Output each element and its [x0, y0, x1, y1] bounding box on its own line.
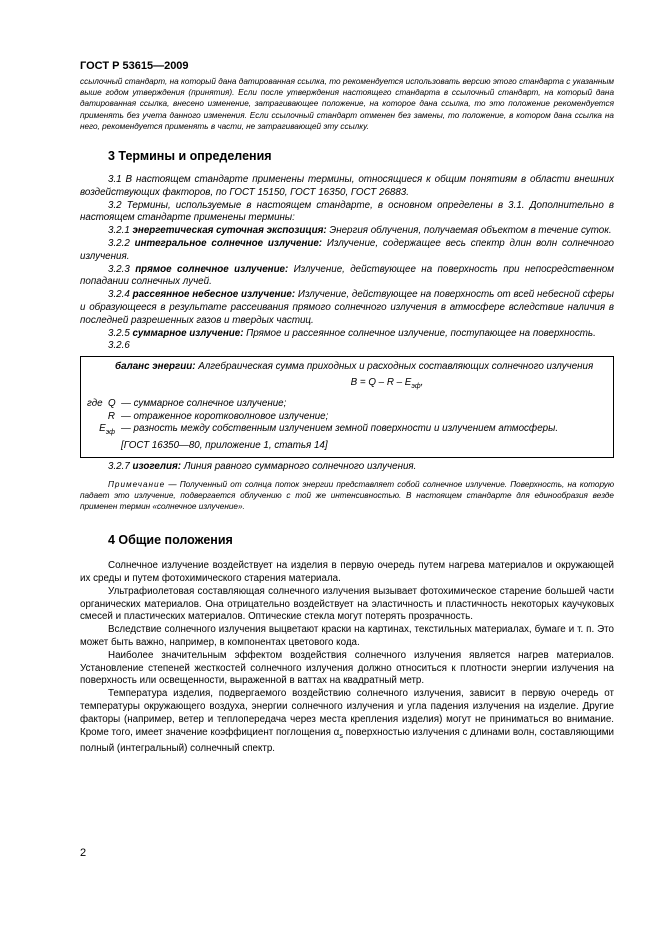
note-label: Примечание: [108, 479, 166, 489]
term-3-2-6-number: 3.2.6: [108, 340, 130, 352]
page-number: 2: [80, 847, 87, 859]
note-text: — Полученный от солнца поток энергии представляет собой солнечное излучение. Поверхность, на которую падает это излучение, подвергается облучению с той же интенсивностью. В настоящем стандарте для единообразия везде применен термин «солнечное излучение».: [80, 479, 614, 512]
where-text: — отраженное коротковолновое излучение;: [121, 410, 329, 422]
term-3-2-7: [80, 461, 614, 474]
term-3-2-3: [80, 264, 614, 290]
where-text: — разность между собственным излучением земной поверхности и излучением атмосферы.: [121, 423, 559, 435]
term-definition: Алгебраическая сумма приходных и расходных составляющих солнечного излучения: [195, 361, 594, 373]
para-3-1: 3.1 В настоящем стандарте применены термины, относящиеся к общим понятиям в области внешних воздействующих факторов, по ГОСТ 15150, ГОСТ 16350, ГОСТ 26883.: [80, 174, 614, 198]
term-definition: Излучение, действующее на поверхность при непосредственном попадании солнечных лучей.: [80, 263, 615, 288]
term-number: 3.2.5: [108, 327, 133, 339]
term-name: суммарное излучение:: [132, 327, 244, 339]
term-3-2-4: [80, 289, 614, 327]
para-4-5: Температура изделия, подвергаемого воздействию солнечного излучения, зависит в первую очередь от температуры окружающего воздуха, энергии солнечного излучения и угла падения излучения на изделие. Другие факторы (например, ветер и теплопередача через места крепления изделия) могут не приниматься во внимание. Кроме того, имеет значение коэффициент поглощения $\alpha_s$ поверхностью излучения с длинами волн, составляющими полный (интегральный) солнечный спектр.: [80, 688, 615, 755]
para-4-4: Наиболее значительным эффектом воздействия солнечного излучения является нагрев материалов. Установление степеней жесткостей солнечного излучения должно относиться к плотности энергии излучения на поверхность или освещенности, выраженной в ваттах на квадратный метр.: [80, 649, 614, 687]
where-line-q: [87, 398, 607, 411]
box-definition: [87, 361, 607, 374]
term-name: рассеянное небесное излучение:: [132, 289, 296, 301]
para-4-2: Ультрафиолетовая составляющая солнечного излучения вызывает фотохимическое старение большей части органических материалов. Она отрицательно воздействует на эластичность и пластичность некоторых каучуковых смесей и пластических материалов. Оптические стекла могут потерять прозрачность.: [80, 585, 614, 623]
where-line-e: [87, 423, 607, 440]
section-4-title: 4 Общие положения: [108, 533, 233, 548]
page-content: [80, 76, 614, 756]
term-definition: Энергия облучения, получаемая объектом в течение суток.: [326, 225, 612, 237]
where-text: — суммарное солнечное излучение;: [121, 397, 287, 409]
term-3-2-1: [80, 225, 614, 238]
term-definition: Прямое и рассеянное солнечное излучение, поступающее на поверхность.: [243, 327, 596, 339]
box-source: [ГОСТ 16350—80, приложение 1, статья 14]: [121, 440, 328, 452]
intro-paragraph: ссылочный стандарт, на который дана датированная ссылка, то рекомендуется использовать версию этого стандарта с указанным выше годом утверждения (принятия). Если после утверждения настоящего стандарта в ссылочный стандарт, на который дана датированная ссылка, внесено изменение, затрагивающее положение, на которое дана ссылка, то это положение рекомендуется применять без учета данного изменения. Если ссылочный стандарт отменен без замены, то положение, в котором дана ссылка на него, рекомендуется применять в части, не затрагивающей эту ссылку.: [80, 77, 614, 131]
where-symbol: Q: [108, 397, 116, 409]
term-name: прямое солнечное излучение:: [135, 263, 289, 275]
energy-balance-box: [80, 356, 614, 458]
term-number: 3.2.1: [108, 225, 133, 237]
where-symbol: R: [107, 410, 115, 422]
term-number: 3.2.4: [108, 289, 133, 301]
para-3-2: 3.2 Термины, используемые в настоящем стандарте, в основном определены в 3.1. Дополнительно в настоящем стандарте применены термины:: [80, 199, 614, 224]
term-name: изогелия:: [132, 460, 182, 472]
para-4-3: Вследствие солнечного излучения выцветают краски на картинах, текстильных материалах, бумаге и т. п. Это может быть важно, например, в компонентах цветового кода.: [80, 624, 614, 649]
term-definition: Излучение, содержащее весь спектр длин волн солнечного излучения.: [80, 238, 614, 262]
term-definition: Линия равного суммарного солнечного излучения.: [181, 460, 417, 472]
section-3-title: 3 Термины и определения: [108, 149, 272, 164]
term-name: баланс энергии:: [115, 361, 196, 373]
where-symbol: $E_{эф}$: [99, 423, 115, 437]
term-3-2-5: [80, 328, 614, 341]
para-4-1: Солнечное излучение воздействует на изделия в первую очередь путем нагрева материалов и окружающей их среды и путем фотохимического старения материала.: [80, 560, 614, 585]
where-prefix: где: [87, 397, 103, 409]
note: [80, 479, 614, 513]
term-definition: Излучение, действующее на поверхность от всей небесной сферы и образующееся в результате рассеивания прямого солнечного излучения в атмосфере вследствие наличия в последней разрешенных газов и твердых частиц.: [80, 289, 614, 326]
document-header: ГОСТ Р 53615—2009: [80, 60, 189, 72]
where-line-r: [87, 411, 607, 424]
term-number: 3.2.2: [108, 238, 135, 249]
term-name: энергетическая суточная экспозиция:: [132, 225, 327, 237]
term-number: 3.2.7: [108, 460, 133, 472]
term-3-2-2: [80, 238, 614, 264]
term-number: 3.2.3: [108, 263, 136, 275]
term-name: интегральное солнечное излучение:: [134, 238, 323, 249]
formula: $B = Q - R - E_{эф}$,: [350, 376, 424, 390]
